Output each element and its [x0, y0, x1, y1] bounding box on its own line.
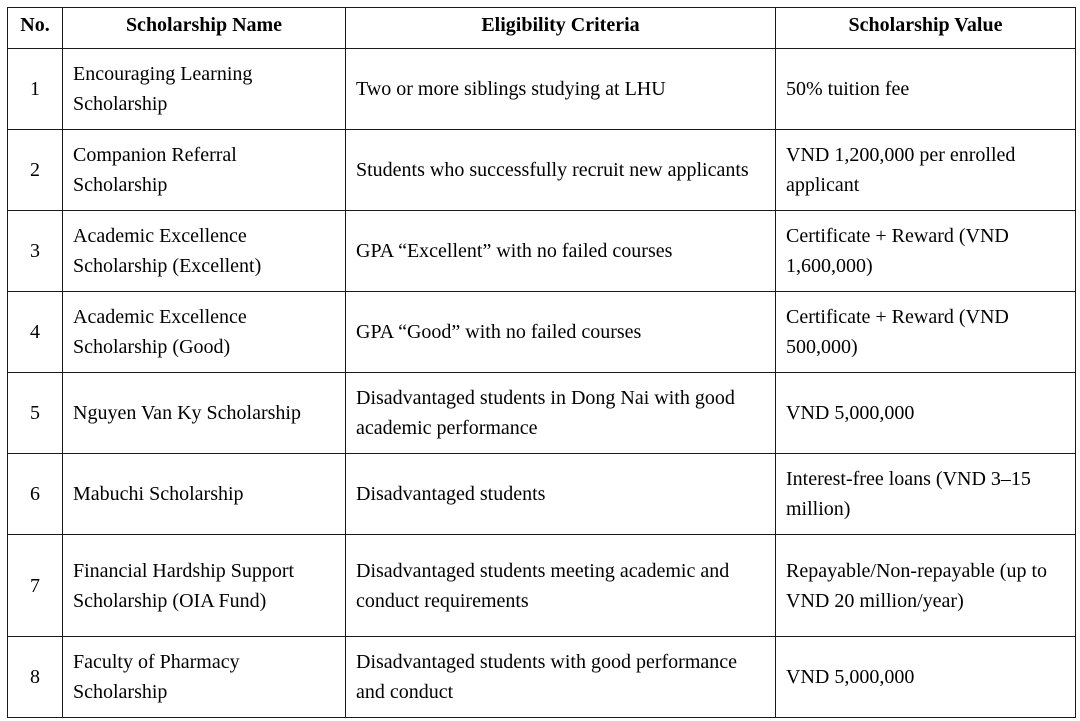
scholarship-name-cell: Financial Hardship Support Scholarship (OIA Fund) [63, 535, 346, 637]
scholarship-table [7, 7, 1076, 718]
scholarship-name-cell: Faculty of Pharmacy Scholarship [63, 637, 346, 718]
header-eligibility: Eligibility Criteria [346, 8, 776, 49]
value-cell: VND 5,000,000 [776, 373, 1076, 454]
scholarship-name-cell: Companion Referral Scholarship [63, 130, 346, 211]
table-row [8, 49, 1076, 130]
row-number-cell: 2 [8, 130, 63, 211]
value-cell: Interest-free loans (VND 3–15 million) [776, 454, 1076, 535]
table-row [8, 373, 1076, 454]
table-row [8, 211, 1076, 292]
scholarship-name-cell: Nguyen Van Ky Scholarship [63, 373, 346, 454]
row-number-cell: 4 [8, 292, 63, 373]
eligibility-cell: Disadvantaged students [346, 454, 776, 535]
eligibility-cell: GPA “Good” with no failed courses [346, 292, 776, 373]
table-row [8, 292, 1076, 373]
row-number-cell: 5 [8, 373, 63, 454]
scholarship-name-cell: Encouraging Learning Scholarship [63, 49, 346, 130]
row-number-cell: 1 [8, 49, 63, 130]
value-cell: Certificate + Reward (VND 1,600,000) [776, 211, 1076, 292]
scholarship-name-cell: Academic Excellence Scholarship (Excellent) [63, 211, 346, 292]
row-number-cell: 6 [8, 454, 63, 535]
row-number-cell: 3 [8, 211, 63, 292]
table-row [8, 130, 1076, 211]
table-row [8, 535, 1076, 637]
header-no: No. [8, 8, 63, 49]
row-number-cell: 7 [8, 535, 63, 637]
eligibility-cell: Two or more siblings studying at LHU [346, 49, 776, 130]
scholarship-name-cell: Mabuchi Scholarship [63, 454, 346, 535]
scholarship-name-cell: Academic Excellence Scholarship (Good) [63, 292, 346, 373]
value-cell: Certificate + Reward (VND 500,000) [776, 292, 1076, 373]
value-cell: VND 5,000,000 [776, 637, 1076, 718]
table-header-row [8, 8, 1076, 49]
value-cell: Repayable/Non-repayable (up to VND 20 million/year) [776, 535, 1076, 637]
table-row [8, 454, 1076, 535]
header-value: Scholarship Value [776, 8, 1076, 49]
value-cell: VND 1,200,000 per enrolled applicant [776, 130, 1076, 211]
eligibility-cell: Disadvantaged students with good performance and conduct [346, 637, 776, 718]
eligibility-cell: Disadvantaged students in Dong Nai with good academic performance [346, 373, 776, 454]
eligibility-cell: Disadvantaged students meeting academic and conduct requirements [346, 535, 776, 637]
table-row [8, 637, 1076, 718]
header-name: Scholarship Name [63, 8, 346, 49]
value-cell: 50% tuition fee [776, 49, 1076, 130]
eligibility-cell: GPA “Excellent” with no failed courses [346, 211, 776, 292]
eligibility-cell: Students who successfully recruit new applicants [346, 130, 776, 211]
row-number-cell: 8 [8, 637, 63, 718]
